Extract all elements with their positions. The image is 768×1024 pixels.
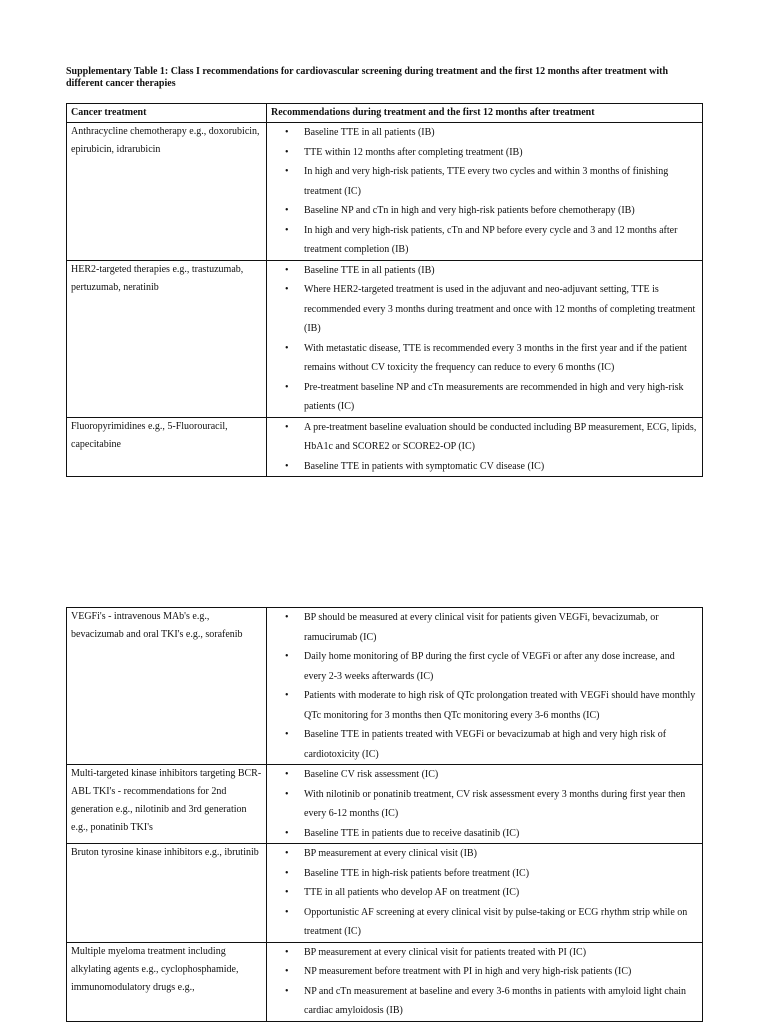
cancer-treatment-cell: Anthracycline chemotherapy e.g., doxorubicin, epirubicin, idrarubicin bbox=[67, 123, 267, 261]
recommendation-item: • Baseline TTE in patients treated with VEGFi or bevacizumab at high and very high risk of cardiotoxicity (IC) bbox=[304, 725, 698, 764]
recommendation-list bbox=[271, 261, 698, 417]
recommendation-item: • Baseline TTE in patients with symptomatic CV disease (IC) bbox=[304, 457, 698, 477]
recommendation-item: • Baseline TTE in high-risk patients before treatment (IC) bbox=[304, 864, 698, 884]
recommendations-table bbox=[66, 103, 703, 477]
table-body-page2 bbox=[67, 608, 703, 1022]
recommendation-list bbox=[271, 418, 698, 477]
cancer-treatment-cell: Multi-targeted kinase inhibitors targeting BCR-ABL TKI's - recommendations for 2nd generation e.g., nilotinib and 3rd generation e.g., ponatinib TKI's bbox=[67, 765, 267, 844]
table-body-page1 bbox=[67, 123, 703, 477]
recommendation-list bbox=[271, 943, 698, 1021]
recommendation-item: • Baseline TTE in patients due to receive dasatinib (IC) bbox=[304, 824, 698, 844]
table-row bbox=[67, 844, 703, 943]
recommendations-cell bbox=[267, 608, 703, 765]
recommendation-item: • TTE in all patients who develop AF on treatment (IC) bbox=[304, 883, 698, 903]
cancer-treatment-cell: HER2-targeted therapies e.g., trastuzumab, pertuzumab, neratinib bbox=[67, 260, 267, 417]
recommendation-item: • Baseline TTE in all patients (IB) bbox=[304, 123, 698, 143]
recommendation-item: • TTE within 12 months after completing treatment (IB) bbox=[304, 143, 698, 163]
recommendations-cell bbox=[267, 844, 703, 943]
recommendation-item: • Baseline TTE in all patients (IB) bbox=[304, 261, 698, 281]
recommendation-list bbox=[271, 608, 698, 764]
recommendations-cell bbox=[267, 417, 703, 477]
table-row bbox=[67, 260, 703, 417]
recommendation-item: • With metastatic disease, TTE is recommended every 3 months in the first year and if the patient remains without CV toxicity the frequency can reduce to every 6 months (IC) bbox=[304, 339, 698, 378]
recommendation-item: • BP measurement at every clinical visit for patients treated with PI (IC) bbox=[304, 943, 698, 963]
table-row bbox=[67, 942, 703, 1021]
recommendations-table-continued bbox=[66, 607, 703, 1022]
table-row bbox=[67, 608, 703, 765]
recommendation-list bbox=[271, 765, 698, 843]
recommendation-item: • Baseline CV risk assessment (IC) bbox=[304, 765, 698, 785]
recommendation-item: • Daily home monitoring of BP during the first cycle of VEGFi or after any dose increase, and every 2-3 weeks afterwards (IC) bbox=[304, 647, 698, 686]
cancer-treatment-cell: Multiple myeloma treatment including alkylating agents e.g., cyclophosphamide, immunomodulatory drugs e.g., bbox=[67, 942, 267, 1021]
recommendation-item: • Opportunistic AF screening at every clinical visit by pulse-taking or ECG rhythm strip while on treatment (IC) bbox=[304, 903, 698, 942]
table-header-row bbox=[67, 104, 703, 123]
recommendation-list bbox=[271, 123, 698, 260]
recommendation-item: • Where HER2-targeted treatment is used in the adjuvant and neo-adjuvant setting, TTE is recommended every 3 months during treatment and once with 12 months of completing treatment (IB) bbox=[304, 280, 698, 339]
recommendations-cell bbox=[267, 260, 703, 417]
recommendation-item: • With nilotinib or ponatinib treatment, CV risk assessment every 3 months during first year then every 6-12 months (IC) bbox=[304, 785, 698, 824]
recommendations-cell bbox=[267, 123, 703, 261]
recommendation-item: • In high and very high-risk patients, TTE every two cycles and within 3 months of finishing treatment (IC) bbox=[304, 162, 698, 201]
table-row bbox=[67, 123, 703, 261]
recommendation-item: • Baseline NP and cTn in high and very high-risk patients before chemotherapy (IB) bbox=[304, 201, 698, 221]
recommendation-item: • In high and very high-risk patients, cTn and NP before every cycle and 3 and 12 months after treatment completion (IB) bbox=[304, 221, 698, 260]
cancer-treatment-cell: VEGFi's - intravenous MAb's e.g., bevacizumab and oral TKI's e.g., sorafenib bbox=[67, 608, 267, 765]
recommendation-item: • BP measurement at every clinical visit (IB) bbox=[304, 844, 698, 864]
recommendation-item: • A pre-treatment baseline evaluation should be conducted including BP measurement, ECG, lipids, HbA1c and SCORE2 or SCORE2-OP (IC) bbox=[304, 418, 698, 457]
table-caption: Supplementary Table 1: Class I recommendations for cardiovascular screening during treatment and the first 12 months after treatment with different cancer therapies bbox=[66, 66, 669, 89]
header-recommendations: Recommendations during treatment and the first 12 months after treatment bbox=[267, 104, 703, 123]
recommendation-item: • Patients with moderate to high risk of QTc prolongation treated with VEGFi should have monthly QTc monitoring for 3 months then QTc monitoring every 3-6 months (IC) bbox=[304, 686, 698, 725]
table-row bbox=[67, 765, 703, 844]
recommendation-item: • Pre-treatment baseline NP and cTn measurements are recommended in high and very high-risk patients (IC) bbox=[304, 378, 698, 417]
header-cancer-treatment: Cancer treatment bbox=[67, 104, 267, 123]
recommendation-item: • NP and cTn measurement at baseline and every 3-6 months in patients with amyloid light chain cardiac amyloidosis (IB) bbox=[304, 982, 698, 1021]
cancer-treatment-cell: Fluoropyrimidines e.g., 5-Fluorouracil, capecitabine bbox=[67, 417, 267, 477]
recommendation-list bbox=[271, 844, 698, 942]
recommendation-item: • NP measurement before treatment with PI in high and very high-risk patients (IC) bbox=[304, 962, 698, 982]
recommendations-cell bbox=[267, 765, 703, 844]
table-row bbox=[67, 417, 703, 477]
cancer-treatment-cell: Bruton tyrosine kinase inhibitors e.g., ibrutinib bbox=[67, 844, 267, 943]
recommendation-item: • BP should be measured at every clinical visit for patients given VEGFi, bevacizumab, or ramucirumab (IC) bbox=[304, 608, 698, 647]
recommendations-cell bbox=[267, 942, 703, 1021]
